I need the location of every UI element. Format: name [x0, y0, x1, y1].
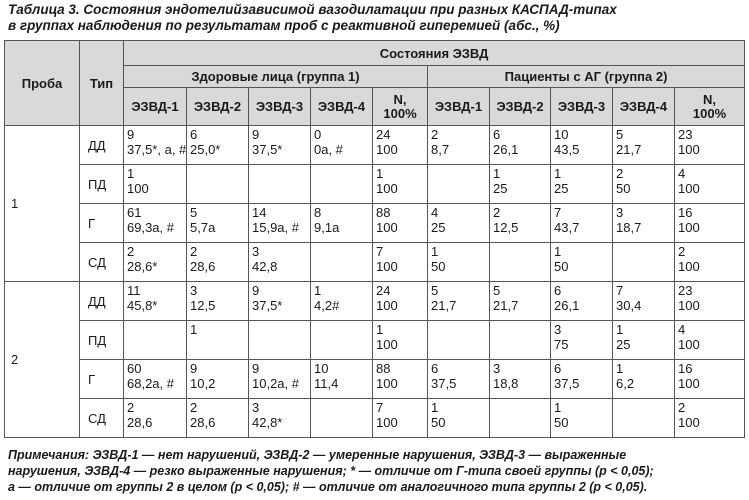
cell-percent: 100	[376, 181, 398, 196]
data-cell	[249, 165, 311, 204]
cell-count: 88	[376, 205, 391, 220]
header-g2-ezvd3: ЭЗВД-3	[551, 88, 613, 126]
cell-percent: 100	[127, 181, 149, 196]
cell-percent: 100	[376, 337, 398, 352]
data-cell	[311, 165, 373, 204]
cell-count: 10	[314, 361, 329, 376]
cell-percent: 25	[554, 181, 569, 196]
cell-percent: 37,5*	[252, 142, 283, 157]
cell-percent: 9,1a	[314, 220, 340, 235]
table-header	[5, 41, 745, 126]
data-cell	[428, 360, 490, 399]
cell-percent: 100	[678, 181, 700, 196]
data-cell	[373, 321, 428, 360]
data-cell	[551, 360, 613, 399]
cell-count: 2	[431, 127, 439, 142]
cell-count: 88	[376, 361, 391, 376]
cell-count: 1	[127, 166, 135, 181]
cell-percent: 21,7	[493, 298, 519, 313]
data-cell	[675, 204, 745, 243]
table-row	[5, 204, 745, 243]
table-row	[5, 321, 745, 360]
data-cell	[187, 399, 249, 438]
cell-count: 3	[190, 283, 198, 298]
data-cell	[613, 360, 675, 399]
type-cell: Г	[80, 360, 124, 399]
data-cell	[373, 360, 428, 399]
cell-count: 3	[252, 400, 260, 415]
data-cell	[311, 399, 373, 438]
cell-count: 1	[616, 322, 624, 337]
cell-count: 24	[376, 283, 391, 298]
cell-count: 2	[493, 205, 501, 220]
cell-percent: 100	[678, 259, 700, 274]
data-cell	[124, 126, 187, 165]
header-g1-ezvd3: ЭЗВД-3	[249, 88, 311, 126]
cell-count: 6	[431, 361, 439, 376]
type-cell: Г	[80, 204, 124, 243]
cell-count: 2	[190, 244, 198, 259]
cell-percent: 43,5	[554, 142, 580, 157]
data-cell	[551, 321, 613, 360]
cell-percent: 5,7a	[190, 220, 216, 235]
cell-percent: 37,5	[554, 376, 580, 391]
cell-percent: 30,4	[616, 298, 642, 313]
data-cell	[428, 243, 490, 282]
data-cell	[551, 126, 613, 165]
cell-count: 1	[314, 283, 322, 298]
header-states: Состояния ЭЗВД	[124, 41, 745, 66]
cell-percent: 25,0*	[190, 142, 221, 157]
proba-cell: 1	[5, 126, 80, 282]
data-cell	[249, 126, 311, 165]
data-cell	[187, 243, 249, 282]
data-cell	[124, 282, 187, 321]
cell-percent: 50	[554, 259, 569, 274]
cell-percent: 50	[616, 181, 631, 196]
cell-count: 2	[678, 400, 686, 415]
data-cell	[551, 165, 613, 204]
data-cell	[311, 204, 373, 243]
data-cell	[490, 165, 551, 204]
data-cell	[124, 165, 187, 204]
data-cell	[249, 243, 311, 282]
header-g2-ezvd4: ЭЗВД-4	[613, 88, 675, 126]
cell-percent: 100	[678, 415, 700, 430]
cell-count: 8	[314, 205, 322, 220]
cell-count: 5	[616, 127, 624, 142]
cell-count: 6	[554, 283, 562, 298]
data-cell	[675, 126, 745, 165]
header-g1-ezvd4: ЭЗВД-4	[311, 88, 373, 126]
data-cell	[124, 321, 187, 360]
cell-percent: 50	[431, 415, 446, 430]
header-group1: Здоровые лица (группа 1)	[124, 66, 428, 88]
cell-count: 5	[431, 283, 439, 298]
data-cell	[373, 165, 428, 204]
cell-percent: 10,2	[190, 376, 216, 391]
data-cell	[124, 204, 187, 243]
table-row	[5, 399, 745, 438]
type-cell: ПД	[80, 165, 124, 204]
cell-count: 1	[554, 400, 562, 415]
data-cell	[373, 126, 428, 165]
header-group2: Пациенты с АГ (группа 2)	[428, 66, 745, 88]
cell-percent: 42,8*	[252, 415, 283, 430]
data-cell	[428, 126, 490, 165]
data-cell	[187, 282, 249, 321]
cell-count: 7	[376, 400, 384, 415]
cell-count: 1	[493, 166, 501, 181]
type-cell: СД	[80, 399, 124, 438]
data-cell	[551, 243, 613, 282]
data-cell	[675, 243, 745, 282]
cell-percent: 28,6	[190, 415, 216, 430]
data-cell	[613, 399, 675, 438]
header-g1-ezvd1: ЭЗВД-1	[124, 88, 187, 126]
data-cell	[490, 399, 551, 438]
data-cell	[428, 282, 490, 321]
data-cell	[249, 321, 311, 360]
table-caption	[8, 2, 743, 34]
cell-count: 9	[252, 361, 260, 376]
proba-cell: 2	[5, 282, 80, 438]
type-cell: СД	[80, 243, 124, 282]
cell-percent: 21,7	[431, 298, 457, 313]
cell-count: 23	[678, 283, 693, 298]
cell-percent: 12,5	[493, 220, 519, 235]
data-cell	[373, 243, 428, 282]
notes-line-3: a — отличие от группы 2 в целом (p < 0,05); # — отличие от аналогичного типа группы 2 (p < 0,05).	[8, 480, 648, 494]
data-cell	[124, 243, 187, 282]
data-cell	[249, 360, 311, 399]
table-notes	[8, 447, 743, 495]
data-cell	[675, 399, 745, 438]
data-cell	[613, 165, 675, 204]
cell-count: 0	[314, 127, 322, 142]
notes-line-1: Примечания: ЭЗВД-1 — нет нарушений, ЭЗВД-2 — умеренные нарушения, ЭЗВД-3 — выраженные	[8, 448, 627, 462]
cell-percent: 68,2a, #	[127, 376, 174, 391]
cell-count: 7	[554, 205, 562, 220]
cell-percent: 100	[376, 142, 398, 157]
data-cell	[187, 360, 249, 399]
cell-percent: 11,4	[314, 376, 339, 391]
cell-percent: 15,9a, #	[252, 220, 299, 235]
cell-percent: 8,7	[431, 142, 450, 157]
cell-percent: 18,8	[493, 376, 519, 391]
data-cell	[490, 321, 551, 360]
cell-count: 3	[554, 322, 562, 337]
data-cell	[428, 321, 490, 360]
cell-percent: 100	[376, 298, 398, 313]
cell-count: 7	[616, 283, 624, 298]
header-g2-ezvd2: ЭЗВД-2	[490, 88, 551, 126]
cell-percent: 12,5	[190, 298, 216, 313]
cell-count: 9	[190, 361, 198, 376]
cell-count: 5	[190, 205, 198, 220]
cell-percent: 0a, #	[314, 142, 343, 157]
header-g2-n: N, 100%	[675, 88, 745, 126]
cell-percent: 4,2#	[314, 298, 340, 313]
caption-line-2: в группах наблюдения по результатам проб с реактивной гиперемией (абс., %)	[8, 18, 560, 33]
cell-count: 1	[376, 322, 384, 337]
cell-count: 2	[616, 166, 624, 181]
cell-percent: 37,5*	[252, 298, 283, 313]
table-row	[5, 126, 745, 165]
data-cell	[613, 243, 675, 282]
cell-percent: 100	[376, 415, 398, 430]
data-cell	[675, 321, 745, 360]
cell-count: 2	[678, 244, 686, 259]
cell-count: 6	[493, 127, 501, 142]
cell-percent: 45,8*	[127, 298, 158, 313]
data-cell	[490, 126, 551, 165]
data-cell	[613, 126, 675, 165]
cell-percent: 75	[554, 337, 569, 352]
data-cell	[373, 282, 428, 321]
cell-percent: 28,6	[127, 415, 153, 430]
cell-percent: 100	[678, 298, 700, 313]
data-cell	[124, 399, 187, 438]
results-table	[4, 40, 745, 438]
data-cell	[187, 204, 249, 243]
table-row	[5, 243, 745, 282]
header-proba: Проба	[5, 41, 80, 126]
cell-percent: 6,2	[616, 376, 635, 391]
cell-count: 14	[252, 205, 267, 220]
cell-count: 61	[127, 205, 142, 220]
data-cell	[428, 204, 490, 243]
cell-count: 1	[431, 400, 439, 415]
data-cell	[311, 243, 373, 282]
cell-count: 4	[431, 205, 439, 220]
cell-count: 4	[678, 166, 686, 181]
cell-percent: 42,8	[252, 259, 278, 274]
cell-percent: 28,6*	[127, 259, 158, 274]
cell-count: 2	[127, 244, 135, 259]
data-cell	[249, 204, 311, 243]
cell-percent: 43,7	[554, 220, 580, 235]
cell-count: 1	[554, 166, 562, 181]
cell-count: 60	[127, 361, 142, 376]
cell-count: 2	[127, 400, 135, 415]
cell-count: 1	[616, 361, 624, 376]
cell-count: 3	[616, 205, 624, 220]
data-cell	[428, 165, 490, 204]
data-cell	[613, 321, 675, 360]
cell-count: 6	[190, 127, 198, 142]
cell-count: 16	[678, 205, 693, 220]
data-cell	[551, 399, 613, 438]
header-g2-ezvd1: ЭЗВД-1	[428, 88, 490, 126]
data-cell	[187, 165, 249, 204]
cell-count: 2	[190, 400, 198, 415]
type-cell: ДД	[80, 126, 124, 165]
data-cell	[675, 165, 745, 204]
data-cell	[373, 204, 428, 243]
header-g1-ezvd2: ЭЗВД-2	[187, 88, 249, 126]
data-cell	[490, 204, 551, 243]
cell-count: 4	[678, 322, 686, 337]
cell-percent: 25	[431, 220, 446, 235]
cell-count: 7	[376, 244, 384, 259]
data-cell	[311, 321, 373, 360]
cell-percent: 10,2a, #	[252, 376, 299, 391]
cell-percent: 21,7	[616, 142, 642, 157]
cell-percent: 25	[616, 337, 631, 352]
cell-count: 1	[376, 166, 384, 181]
data-cell	[428, 399, 490, 438]
cell-count: 1	[190, 322, 198, 337]
data-cell	[490, 282, 551, 321]
data-cell	[187, 126, 249, 165]
data-cell	[311, 282, 373, 321]
cell-percent: 50	[554, 415, 569, 430]
data-cell	[249, 282, 311, 321]
cell-percent: 100	[678, 142, 700, 157]
table-row	[5, 165, 745, 204]
cell-percent: 100	[376, 376, 398, 391]
cell-percent: 37,5*, a, #	[127, 142, 187, 157]
data-cell	[373, 399, 428, 438]
data-cell	[124, 360, 187, 399]
cell-count: 23	[678, 127, 693, 142]
cell-count: 24	[376, 127, 391, 142]
type-cell: ПД	[80, 321, 124, 360]
cell-percent: 26,1	[554, 298, 580, 313]
data-cell	[490, 360, 551, 399]
cell-percent: 26,1	[493, 142, 519, 157]
header-type: Тип	[80, 41, 124, 126]
data-cell	[311, 126, 373, 165]
cell-count: 5	[493, 283, 501, 298]
data-cell	[675, 282, 745, 321]
table-row	[5, 282, 745, 321]
cell-percent: 100	[376, 220, 398, 235]
cell-count: 3	[252, 244, 260, 259]
cell-count: 6	[554, 361, 562, 376]
cell-count: 9	[252, 283, 260, 298]
data-cell	[551, 204, 613, 243]
cell-count: 9	[252, 127, 260, 142]
cell-percent: 18,7	[616, 220, 642, 235]
cell-percent: 100	[678, 220, 700, 235]
cell-percent: 100	[678, 376, 700, 391]
cell-count: 1	[554, 244, 562, 259]
data-cell	[187, 321, 249, 360]
cell-percent: 28,6	[190, 259, 216, 274]
caption-line-1: Таблица 3. Состояния эндотелийзависимой вазодилатации при разных КАСПАД-типах	[8, 2, 617, 17]
data-cell	[551, 282, 613, 321]
cell-count: 11	[127, 283, 141, 298]
type-cell: ДД	[80, 282, 124, 321]
table-body	[5, 126, 745, 438]
data-cell	[613, 204, 675, 243]
data-cell	[490, 243, 551, 282]
cell-percent: 50	[431, 259, 446, 274]
data-cell	[675, 360, 745, 399]
cell-count: 16	[678, 361, 693, 376]
cell-percent: 69,3a, #	[127, 220, 174, 235]
cell-count: 9	[127, 127, 135, 142]
notes-line-2: нарушения, ЭЗВД-4 — резко выраженные нарушения; * — отличие от Г-типа своей группы (p < 0,05);	[8, 464, 654, 478]
cell-count: 10	[554, 127, 569, 142]
cell-count: 1	[431, 244, 439, 259]
data-cell	[249, 399, 311, 438]
cell-count: 3	[493, 361, 501, 376]
table-row	[5, 360, 745, 399]
cell-percent: 100	[376, 259, 398, 274]
data-cell	[613, 282, 675, 321]
header-g1-n: N, 100%	[373, 88, 428, 126]
cell-percent: 25	[493, 181, 508, 196]
cell-percent: 100	[678, 337, 700, 352]
data-cell	[311, 360, 373, 399]
cell-percent: 37,5	[431, 376, 457, 391]
